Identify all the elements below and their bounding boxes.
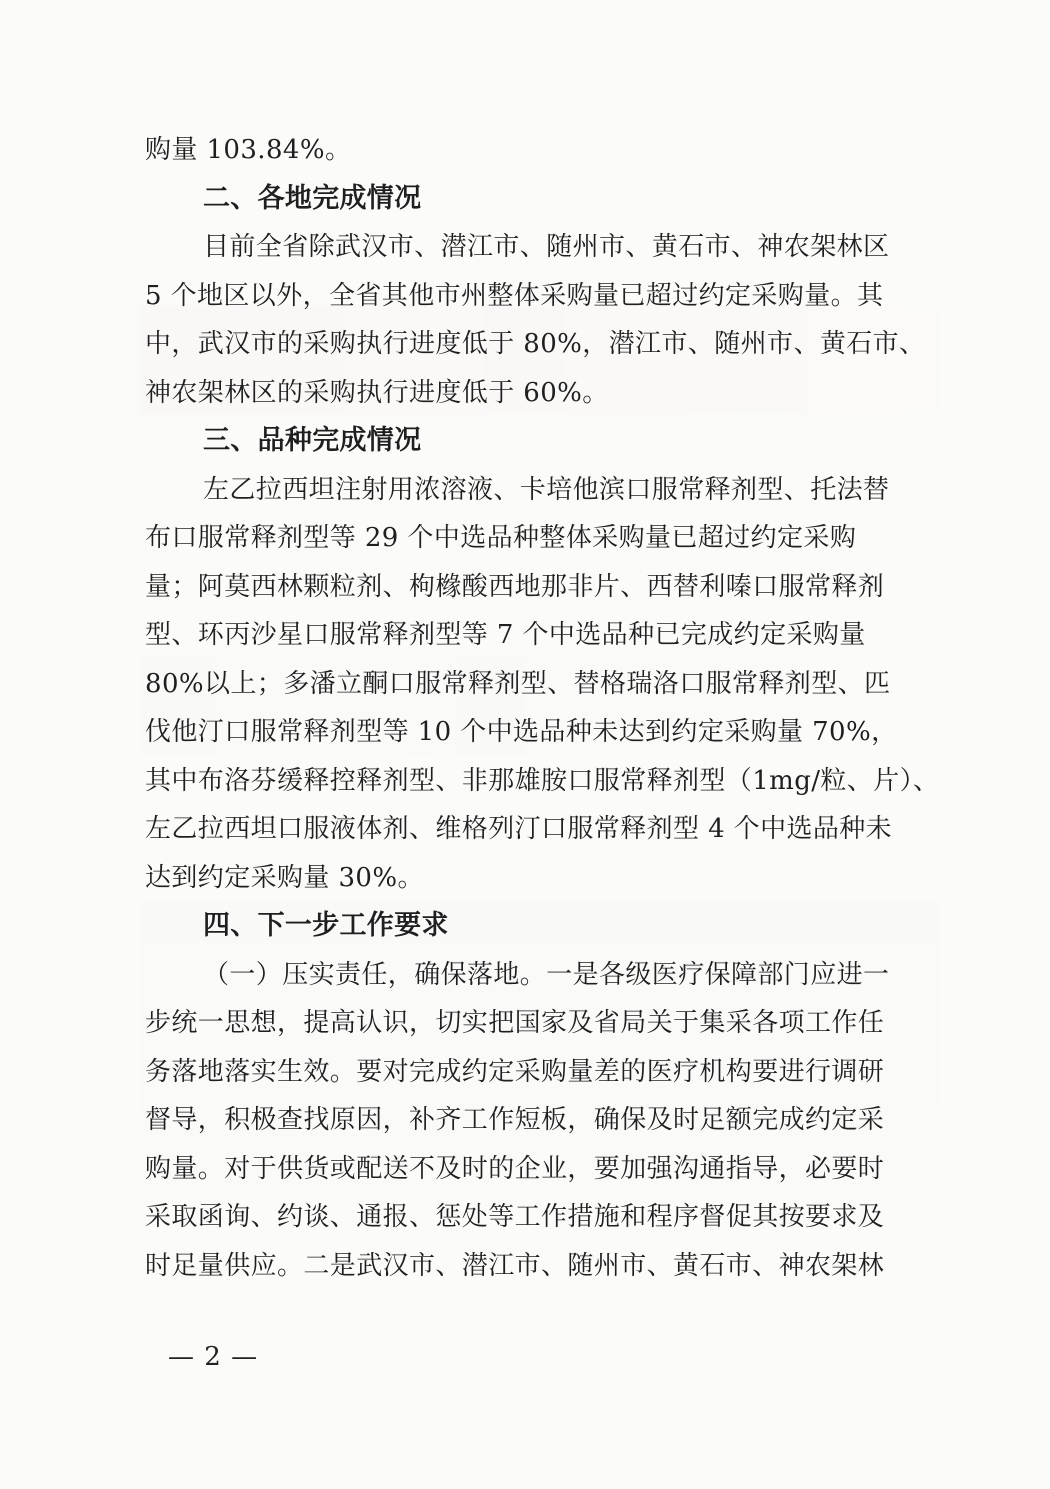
section-heading: 二、各地完成情况: [203, 182, 422, 214]
paragraph-line: 其中布洛芬缓释控释剂型、非那雄胺口服常释剂型（1mg/粒、片）、: [145, 765, 940, 796]
paragraph-line: 布口服常释剂型等 29 个中选品种整体采购量已超过约定采购: [145, 523, 857, 553]
section-heading: 四、下一步工作要求: [203, 910, 449, 941]
paragraph-line: 目前全省除武汉市、潜江市、随州市、黄石市、神农架林区: [203, 232, 890, 262]
paragraph-line: 时足量供应。二是武汉市、潜江市、随州市、黄石市、神农架林: [145, 1250, 885, 1281]
document-body: [145, 126, 945, 1290]
paragraph-line: 务落地落实生效。要对完成约定采购量差的医疗机构要进行调研: [145, 1056, 885, 1087]
paragraph-line: （一）压实责任，确保落地。一是各级医疗保障部门应进一: [203, 959, 890, 990]
paragraph-line: 量；阿莫西林颗粒剂、枸橼酸西地那非片、西替利嗪口服常释剂: [145, 571, 885, 602]
paragraph-line: 督导，积极查找原因，补齐工作短板，确保及时足额完成约定采: [145, 1105, 885, 1135]
paragraph-line: 神农架林区的采购执行进度低于 60%。: [145, 377, 609, 408]
paragraph-line: 采取函询、约谈、通报、惩处等工作措施和程序督促其按要求及: [145, 1202, 885, 1232]
paragraph-line: 80%以上；多潘立酮口服常释剂型、替格瑞洛口服常释剂型、匹: [145, 668, 891, 699]
paragraph-line: 步统一思想，提高认识，切实把国家及省局关于集采各项工作任: [145, 1008, 885, 1038]
paragraph-line: 购量 103.84%。: [145, 135, 352, 165]
paragraph-line: 左乙拉西坦注射用浓溶液、卡培他滨口服常释剂型、托法替: [203, 474, 890, 505]
paragraph-line: 伐他汀口服常释剂型等 10 个中选品种未达到约定采购量 70%，: [145, 717, 898, 747]
paragraph-line: 5 个地区以外，全省其他市州整体采购量已超过约定采购量。其: [145, 280, 884, 311]
paragraph-line: 型、环丙沙星口服常释剂型等 7 个中选品种已完成约定采购量: [145, 620, 866, 650]
paragraph-line: 达到约定采购量 30%。: [145, 862, 424, 893]
page-number: — 2 —: [168, 1342, 259, 1372]
section-heading: 三、品种完成情况: [203, 425, 422, 456]
paragraph-line: 左乙拉西坦口服液体剂、维格列汀口服常释剂型 4 个中选品种未: [145, 814, 893, 844]
paragraph-line: 中，武汉市的采购执行进度低于 80%，潜江市、随州市、黄石市、: [145, 329, 926, 359]
paragraph-line: 购量。对于供货或配送不及时的企业，要加强沟通指导，必要时: [145, 1153, 885, 1184]
